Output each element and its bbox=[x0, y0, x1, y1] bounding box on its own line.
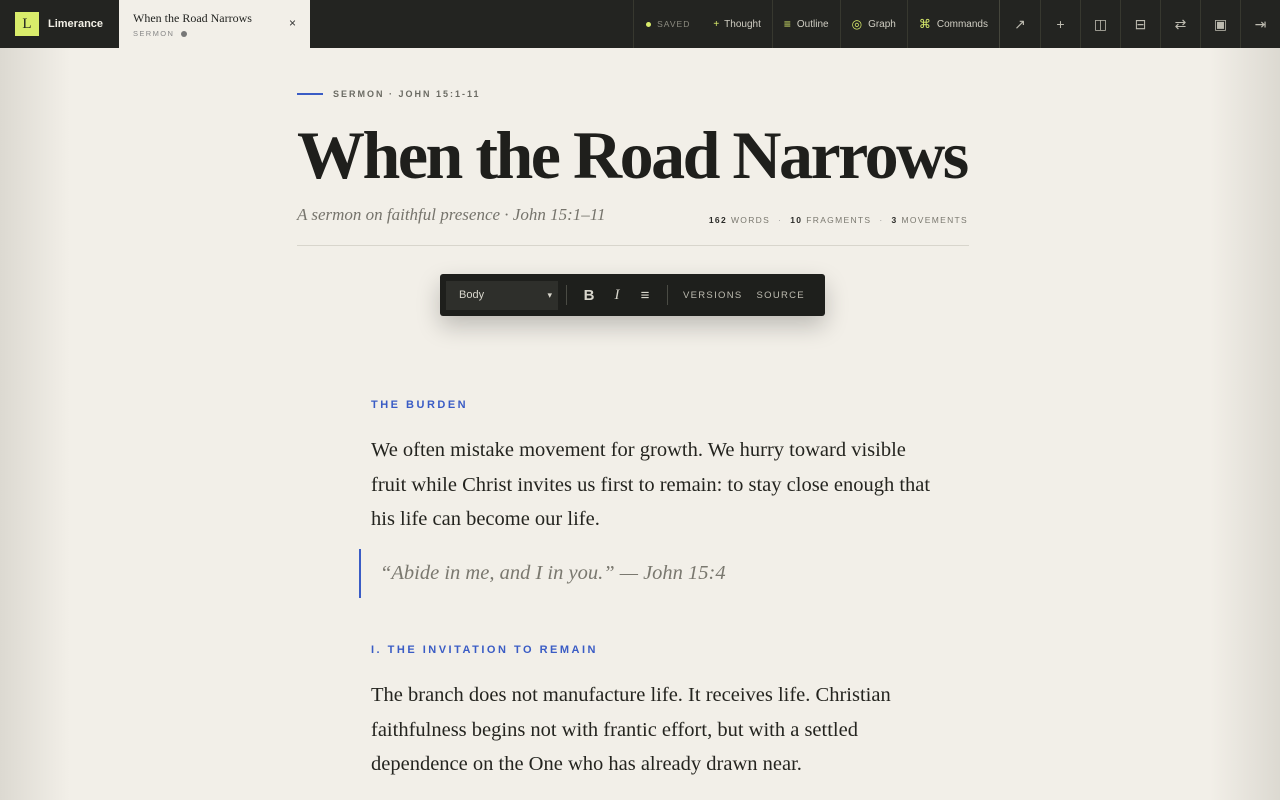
tab-strip-spacer bbox=[310, 0, 633, 48]
add-icon[interactable]: + bbox=[1040, 0, 1080, 48]
outline-button[interactable] bbox=[772, 0, 840, 48]
brand[interactable] bbox=[0, 0, 119, 48]
source-button[interactable]: SOURCE bbox=[756, 289, 805, 301]
page-title[interactable]: When the Road Narrows bbox=[297, 117, 967, 193]
stats-separator: · bbox=[879, 215, 884, 225]
format-toolbar bbox=[440, 274, 825, 316]
right-margin-shade bbox=[1210, 48, 1280, 800]
stats-separator: · bbox=[778, 215, 783, 225]
close-tab-button[interactable]: × bbox=[288, 16, 296, 30]
thought-label: Thought bbox=[724, 18, 761, 30]
eyebrow-rule bbox=[297, 93, 323, 95]
split-view-icon[interactable]: ◫ bbox=[1080, 0, 1120, 48]
graph-icon: ◎ bbox=[851, 17, 863, 31]
command-icon: ⌘ bbox=[918, 17, 931, 31]
swap-icon[interactable]: ⇄ bbox=[1160, 0, 1200, 48]
tab-meta bbox=[133, 29, 310, 38]
section-paragraph[interactable]: We often mistake movement for growth. We hurry toward visible fruit while Christ invites us first to remain: to stay close enough that his life can become our life. bbox=[371, 439, 931, 530]
toolbar-icons bbox=[999, 0, 1280, 48]
header-divider bbox=[297, 245, 969, 246]
movement-count-label: MOVEMENTS bbox=[901, 215, 968, 225]
fragment-count-label: FRAGMENTS bbox=[806, 215, 872, 225]
tab-kind: SERMON bbox=[133, 29, 175, 38]
movement-count: 3 bbox=[891, 215, 898, 225]
plus-icon: + bbox=[713, 18, 720, 30]
section-paragraph[interactable]: The branch does not manufacture life. It receives life. Christian faithfulness begins not with frantic effort, but with a settled dependence on the One who has already drawn near. bbox=[371, 684, 891, 775]
document-tab[interactable] bbox=[119, 0, 310, 48]
word-count-label: WORDS bbox=[730, 215, 771, 225]
outline-icon: ≡ bbox=[783, 17, 791, 31]
chevron-down-icon: ▾ bbox=[547, 289, 552, 300]
commands-button[interactable] bbox=[907, 0, 999, 48]
top-bar bbox=[0, 0, 1280, 48]
word-count: 162 bbox=[708, 215, 727, 225]
section-heading[interactable]: I. THE INVITATION TO REMAIN bbox=[371, 644, 598, 656]
fragment-count: 10 bbox=[790, 215, 803, 225]
graph-label: Graph bbox=[868, 18, 896, 30]
toolbar-divider bbox=[566, 285, 567, 305]
document-eyebrow bbox=[297, 89, 481, 99]
thought-button[interactable] bbox=[702, 0, 772, 48]
commands-label: Commands bbox=[936, 18, 988, 30]
panel-icon[interactable]: ▣ bbox=[1200, 0, 1240, 48]
block-style-value: Body bbox=[459, 289, 485, 301]
versions-button[interactable]: VERSIONS bbox=[683, 289, 743, 301]
left-margin-shade bbox=[0, 48, 70, 800]
save-status bbox=[633, 0, 702, 48]
italic-button[interactable]: I bbox=[614, 286, 620, 303]
document-stats bbox=[709, 215, 968, 225]
open-external-icon[interactable]: ↗ bbox=[1014, 15, 1026, 32]
page-subtitle[interactable]: A sermon on faithful presence · John 15:1–11 bbox=[297, 205, 606, 224]
eyebrow-text: SERMON · JOHN 15:1-11 bbox=[333, 89, 481, 99]
align-button[interactable]: ≡ bbox=[640, 286, 650, 304]
save-status-label: SAVED bbox=[657, 19, 691, 29]
saved-dot-icon bbox=[646, 22, 651, 27]
section-heading[interactable]: THE BURDEN bbox=[371, 399, 469, 411]
scripture-quote[interactable]: “Abide in me, and I in you.” — John 15:4 bbox=[359, 549, 726, 598]
tab-title: When the Road Narrows bbox=[133, 11, 252, 25]
outline-label: Outline bbox=[796, 18, 829, 30]
app-logo: L bbox=[15, 12, 39, 36]
exit-icon[interactable]: ⇥ bbox=[1240, 0, 1280, 48]
toolbar-divider bbox=[667, 285, 668, 305]
graph-button[interactable] bbox=[840, 0, 907, 48]
unsaved-dot-icon bbox=[181, 31, 187, 37]
bold-button[interactable]: B bbox=[583, 286, 595, 304]
toolbar-actions bbox=[633, 0, 999, 48]
app-name: Limerance bbox=[48, 18, 104, 30]
block-style-select[interactable] bbox=[446, 281, 558, 310]
layout-icon[interactable]: ⊟ bbox=[1120, 0, 1160, 48]
